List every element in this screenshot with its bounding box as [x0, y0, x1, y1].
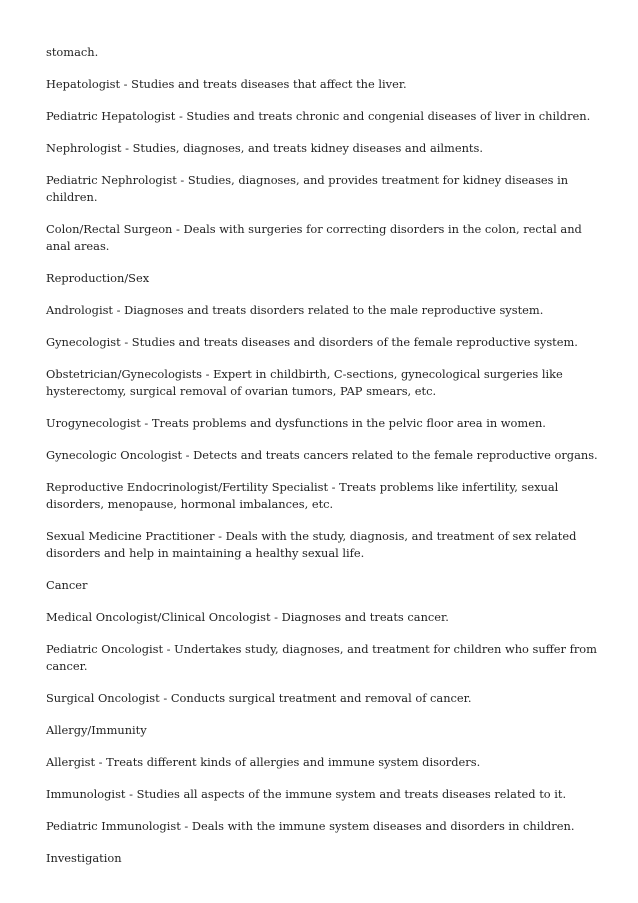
section-heading: Reproduction/Sex	[46, 271, 150, 285]
paragraph: Medical Oncologist/Clinical Oncologist - Diagnoses and treats cancer.	[46, 610, 449, 624]
paragraph: Hepatologist - Studies and treats diseases that affect the liver.	[46, 77, 407, 91]
paragraph: Pediatric Immunologist - Deals with the immune system diseases and disorders in children.	[46, 819, 575, 833]
paragraph: Reproductive Endocrinologist/Fertility Specialist - Treats problems like infertility, sexual disorders, menopause, hormonal imbalances, etc.	[46, 480, 559, 511]
document-page	[46, 44, 606, 882]
paragraph: Colon/Rectal Surgeon - Deals with surgeries for correcting disorders in the colon, rectal and anal areas.	[46, 222, 582, 253]
paragraph: Surgical Oncologist - Conducts surgical treatment and removal of cancer.	[46, 691, 472, 705]
paragraph: Immunologist - Studies all aspects of the immune system and treats diseases related to it.	[46, 787, 567, 801]
paragraph: stomach.	[46, 45, 99, 59]
section-heading: Cancer	[46, 578, 88, 592]
paragraph: Nephrologist - Studies, diagnoses, and treats kidney diseases and ailments.	[46, 141, 483, 155]
section-heading: Allergy/Immunity	[46, 723, 147, 737]
paragraph: Urogynecologist - Treats problems and dysfunctions in the pelvic floor area in women.	[46, 416, 546, 430]
paragraph: Gynecologic Oncologist - Detects and treats cancers related to the female reproductive organs.	[46, 448, 598, 462]
paragraph: Sexual Medicine Practitioner - Deals with the study, diagnosis, and treatment of sex related disorders and help in maintaining a healthy sexual life.	[46, 529, 577, 560]
paragraph: Pediatric Oncologist - Undertakes study, diagnoses, and treatment for children who suffer from cancer.	[46, 642, 597, 673]
paragraph: Andrologist - Diagnoses and treats disorders related to the male reproductive system.	[46, 303, 544, 317]
section-heading: Investigation	[46, 851, 122, 865]
paragraph: Gynecologist - Studies and treats diseases and disorders of the female reproductive system.	[46, 335, 578, 349]
paragraph: Obstetrician/Gynecologists - Expert in childbirth, C-sections, gynecological surgeries like hysterectomy, surgical removal of ovarian tumors, PAP smears, etc.	[46, 367, 563, 398]
paragraph: Allergist - Treats different kinds of allergies and immune system disorders.	[46, 755, 481, 769]
paragraph: Pediatric Nephrologist - Studies, diagnoses, and provides treatment for kidney diseases in children.	[46, 173, 569, 204]
paragraph: Pediatric Hepatologist - Studies and treats chronic and congenial diseases of liver in children.	[46, 109, 591, 123]
